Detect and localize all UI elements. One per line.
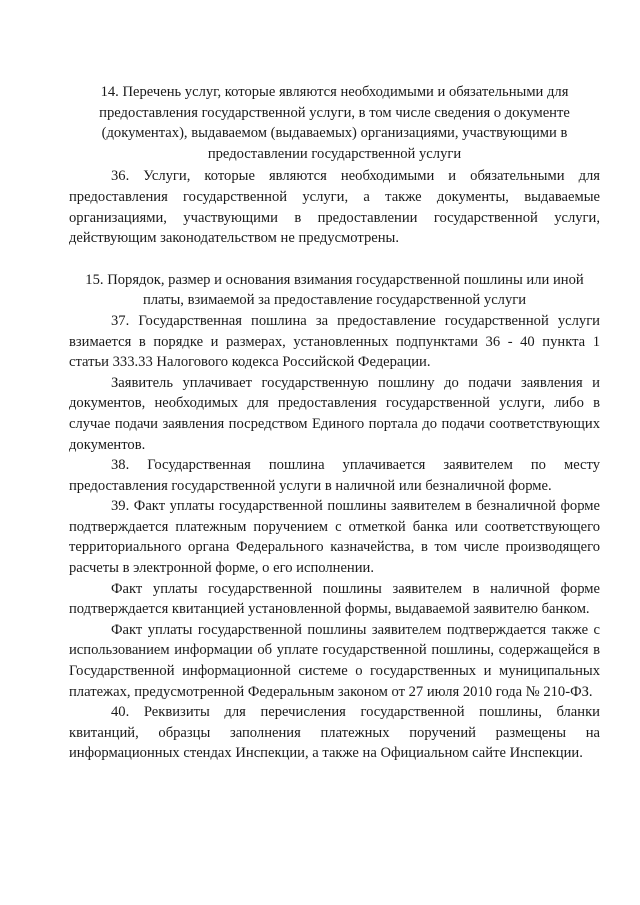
section-15-heading: 15. Порядок, размер и основания взимания государственной пошлины или иной платы, взимаемой за предоставление государственной услуги (85, 271, 584, 309)
paragraph-40: 40. Реквизиты для перечисления государственной пошлины, бланки квитанций, образцы заполнения платежных поручений размещены на информационных стендах Инспекции, а также на Официальном сайте Инспекции. (69, 704, 600, 762)
paragraph-39-cash: Факт уплаты государственной пошлины заявителем в наличной форме подтверждается квитанцией установленной формы, выдаваемой заявителю банком. (69, 580, 600, 618)
paragraph-37: 37. Государственная пошлина за предоставление государственной услуги взимается в порядке и размерах, установленных подпунктами 36 - 40 пункта 1 статьи 333.33 Налогового кодекса Российской Федерации. (69, 312, 600, 371)
paragraph-37-continued: Заявитель уплачивает государственную пошлину до подачи заявления и документов, необходимых для предоставления государственной услуги, либо в случае подачи заявления посредством Единого портала до подачи соответствующих документов. (69, 374, 600, 453)
section-14-heading: 14. Перечень услуг, которые являются необходимыми и обязательными для предоставления государственной услуги, в том числе сведения о документе (документах), выдаваемом (выдаваемых) организациями, участвующими в предоставлении государственной услуги (99, 84, 570, 162)
document-body (69, 82, 600, 764)
paragraph-39: 39. Факт уплаты государственной пошлины заявителем в безналичной форме подтверждается платежным поручением с отметкой банка или соответствующего территориального органа Федерального казначейства, в том числе производящего расчеты в электронной форме, о его исполнении. (69, 498, 600, 577)
paragraph-38: 38. Государственная пошлина уплачивается заявителем по месту предоставления государственной услуги в наличной или безналичной форме. (69, 457, 600, 494)
spacer (69, 249, 600, 270)
paragraph-36: 36. Услуги, которые являются необходимыми и обязательными для предоставления государственной услуги, а также документы, выдаваемые организациями, участвующими в предоставлении государственной услуги, действующим законодательством не предусмотрены. (69, 168, 600, 247)
paragraph-39-gis: Факт уплаты государственной пошлины заявителем подтверждается также с использованием информации об уплате государственной пошлины, содержащейся в Государственной информационной системе о государственных и муниципальных платежах, предусмотренной Федеральным законом от 27 июля 2010 года № 210-ФЗ. (69, 621, 600, 700)
